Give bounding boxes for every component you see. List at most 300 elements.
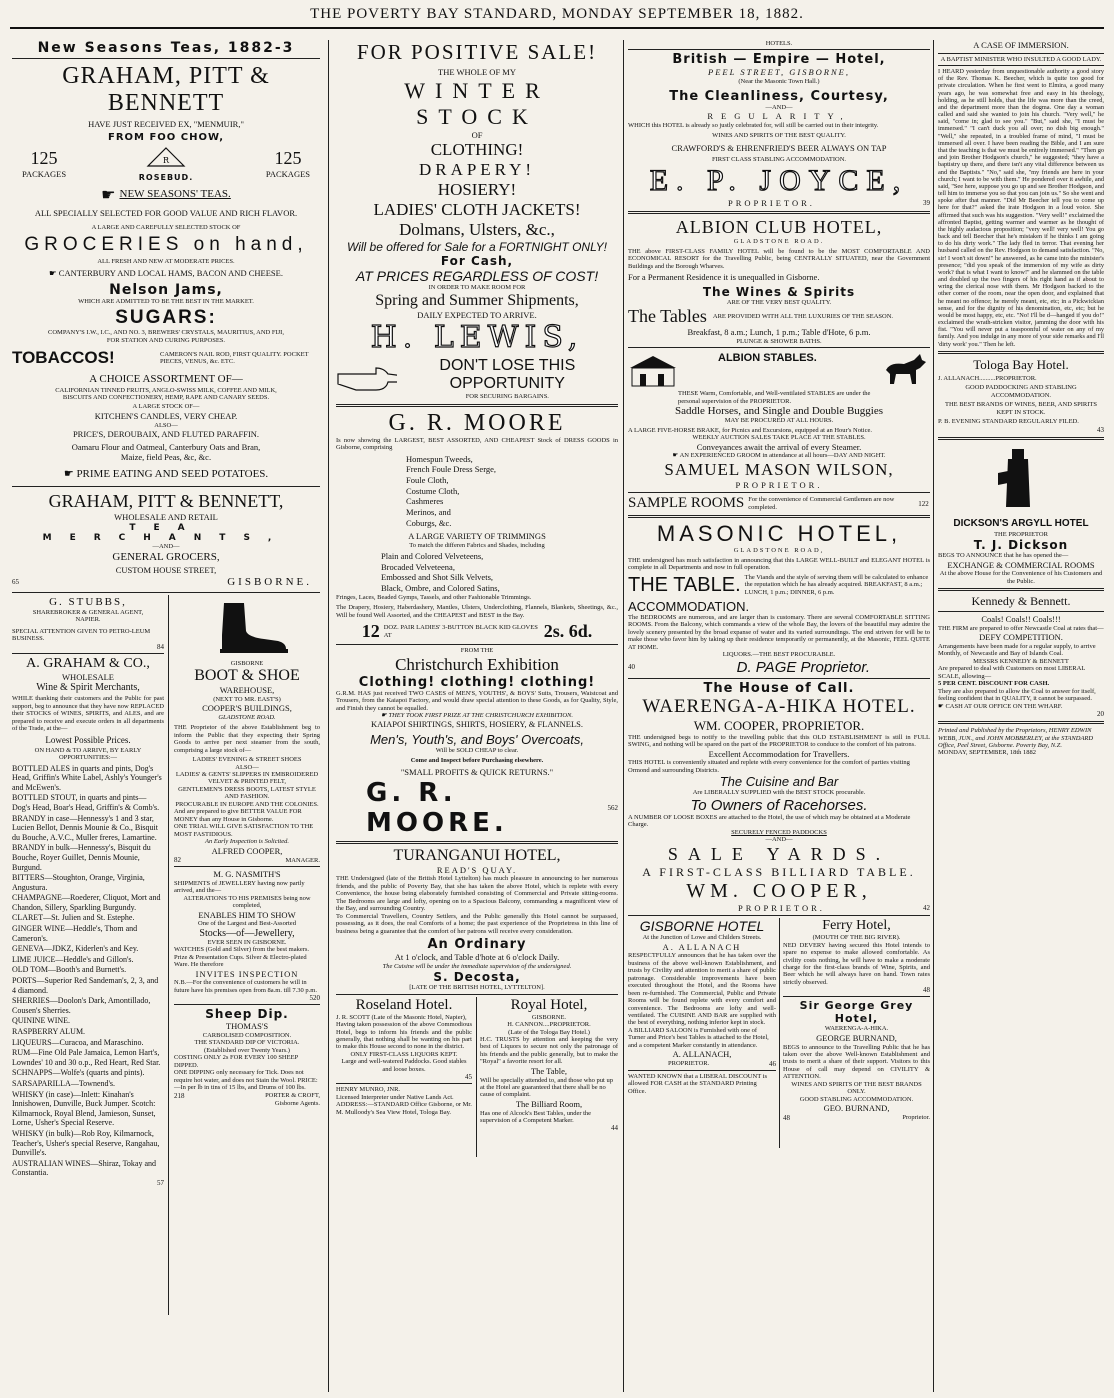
ladies-shoes: LADIES' EVENING & STREET SHOES xyxy=(192,756,302,764)
which-text: WHICH this HOTEL is already so justly celebrated for, will still be carried out in their integrity. xyxy=(628,121,879,129)
tobaccos-detail: CAMERON'S NAIL ROD, FIRST QUALITY. POCKET PIECES, VENUS, &c. ETC. xyxy=(160,350,309,366)
received-text: HAVE JUST RECEIVED EX, "MENMUIR," xyxy=(88,119,244,129)
agraham-wholesale: WHOLESALE xyxy=(62,671,114,682)
spring-text: Spring and Summer Shipments, xyxy=(375,291,579,309)
grey-body: BEGS to announce to the Travelling Public that he has taken over the above Well-known Establishment and trusts to merit a share of their support. Visitors to this House of call may depend on CIVILITY & ATTENTION. xyxy=(783,1043,930,1081)
procured-text: MAY BE PROCURED AT ALL HOURS. xyxy=(724,417,834,425)
match-text: To match the differen Fabrics and Shades, including xyxy=(409,541,545,549)
fabric-item: Cashmeres xyxy=(406,496,444,507)
column-1 xyxy=(12,40,320,1392)
situated-text: THIS HOTEL is conveniently situated and replete with every convenience for the comfort of parties visiting Ormond and surrounding Districts. xyxy=(628,759,910,774)
agraham-lowest: Lowest Possible Prices. xyxy=(45,734,131,745)
large-stock-text: A LARGE AND CAREFULLY SELECTED STOCK OF xyxy=(91,224,241,232)
quality-text: They are also prepared to allow the Coal to answer for itself, feeling confident that in QUALITY, it cannot be surpassed. xyxy=(938,687,1096,703)
crawford-text: CRAWFORD'S & EHRENFRIED'S BEER ALWAYS ON TAP xyxy=(671,142,887,153)
prices-text: PRICE'S, DEROUBAIX, AND FLUTED PARAFFIN. xyxy=(72,429,260,440)
discount-text: 5 PER CENT. DISCOUNT FOR CASH. xyxy=(938,680,1050,688)
stabling-text: FIRST CLASS STABLING ACCOMMODATION. xyxy=(711,156,847,164)
cuisine-text: The Cuisine will be under the immediate supervision of the undersigned. xyxy=(382,962,572,970)
trimmings-text: A LARGE VARIETY OF TRIMMINGS xyxy=(408,531,546,542)
royal-late: (Late of the Tologa Bay Hotel.) xyxy=(508,1028,590,1036)
tologa-filed: P. B. EVENING STANDARD REGULARLY FILED. xyxy=(938,418,1079,426)
nasmith-stocks: Stocks—of—Jewellery, xyxy=(199,927,295,939)
fabric-item: Coburgs, &c. xyxy=(406,517,452,528)
packages-label: PACKAGES xyxy=(265,168,310,179)
gisborne-hotel: GISBORNE HOTEL xyxy=(639,918,765,935)
tea-merchants-text: TEA MERCHANTS, xyxy=(42,522,290,543)
packages-count: 125 xyxy=(30,147,58,168)
the-proprietor: THE PROPRIETOR xyxy=(994,530,1048,538)
column-4 xyxy=(938,40,1104,1392)
prepared-text: And are prepared to give BETTER VALUE FOR MONEY than any House in Gisborne. xyxy=(174,808,302,823)
groom-label: AN EXPERIENCED GROOM in attendance at all hours—DAY AND NIGHT. xyxy=(679,452,886,460)
wilson-proprietor: PROPRIETOR. xyxy=(735,479,823,490)
nasmith-nb: N.B.—For the convenience of customers he will in future have his premises open from 8a.m. till 7.30 p.m. xyxy=(174,979,317,994)
cooper-name: ALFRED COOPER, xyxy=(211,845,283,856)
nasmith-body: SHIPMENTS of JEWELLERY having now partly arrived, and the— xyxy=(174,879,305,895)
decosta-name: S. Decosta, xyxy=(433,970,521,985)
kennedy-bennett: Kennedy & Bennett. xyxy=(971,594,1071,609)
ad-number: 39 xyxy=(923,199,930,207)
stubbs-place: NAPIER. xyxy=(75,616,101,624)
warehouse-text: WAREHOUSE, xyxy=(219,684,275,695)
conveyances-text: Conveyances await the arrival of every Steamer. xyxy=(696,441,862,452)
roseland-body: Having taken possession of the above Commodious Hotel, begs to inform his friends and the public generally, that nothing shall be wanting on his part to make this House second to none in the district. xyxy=(336,1021,472,1051)
early-text: An Early Inspection is Solicited. xyxy=(205,838,289,846)
gents-text: GENTLEMEN'S DRESS BOOTS, LATEST STYLE AND FASHION. xyxy=(178,785,316,801)
albion-road: GLADSTONE ROAD. xyxy=(733,238,825,246)
velvet-item: Brocaded Velveteena, xyxy=(381,561,455,572)
teas-heading: New Seasons Teas, 1882-3 xyxy=(37,40,295,56)
moore-name: G. R. MOORE xyxy=(388,409,566,436)
column-rule xyxy=(328,40,329,1392)
firm-prepared: THE FIRM are prepared to offer Newcastle Coal at rates that— xyxy=(938,624,1104,632)
fabric-item: Costume Cloth, xyxy=(406,485,460,496)
grey-stabling: GOOD STABLING ACCOMMODATION. xyxy=(799,1095,914,1103)
list-item: LIME JUICE—Heddle's and Gillon's. xyxy=(12,954,134,964)
roseland-paddocks: Large and well-watered Paddocks. Good stables and loose boxes. xyxy=(341,1058,467,1073)
procurable-text: PROCURABLE IN EUROPE AND THE COLONIES. xyxy=(175,800,319,808)
rosebud-trademark-icon xyxy=(146,146,186,168)
moore-body: Is now showing the LARGEST, BEST ASSORTED, AND CHEAPEST Stock of DRESS GOODS in Gisborne, comprising xyxy=(336,436,618,452)
roseland-name: Roseland Hotel. xyxy=(355,996,453,1013)
baptist-subheading: A BAPTIST MINISTER WHO INSULTED A GOOD LADY. xyxy=(940,55,1102,63)
column-3 xyxy=(628,40,930,1392)
ad-number: 48 xyxy=(923,986,930,995)
winter-stock: WINTER STOCK xyxy=(404,77,550,129)
horse-icon xyxy=(880,350,930,390)
prize-text xyxy=(336,712,618,719)
agraham-arrive: ON HAND & TO ARRIVE, BY EARLY OPPORTUNITIES:— xyxy=(34,746,142,762)
munro-name: HENRY MUNRO, JNR. xyxy=(336,1086,401,1094)
burnand-name-2: GEO. BURNAND, xyxy=(823,1103,890,1114)
royal-billiard: The Billiard Room, xyxy=(515,1098,583,1109)
masonic-name: MASONIC HOTEL, xyxy=(656,521,902,547)
nasmith-name: M. G. NASMITH'S xyxy=(213,869,281,880)
firm-name: GRAHAM, PITT & BENNETT xyxy=(62,63,270,116)
large-stock-of: A LARGE STOCK OF— xyxy=(132,403,200,411)
column-rule xyxy=(623,40,624,1392)
masonic-road: GLADSTONE ROAD, xyxy=(733,547,825,555)
regularity-text: REGULARITY, xyxy=(707,111,851,122)
fabric-item: Homespun Tweeds, xyxy=(406,453,473,464)
cooper-name-2: WM. COOPER, xyxy=(686,879,872,902)
sheep-agents: PORTER & CROFT, xyxy=(265,1091,320,1099)
boot-icon xyxy=(174,595,320,655)
velvet-item: Embossed and Shot Silk Velvets, xyxy=(381,572,493,583)
pointing-hand-icon: ☛ xyxy=(938,702,946,710)
clothing-triple: Clothing! clothing! clothing! xyxy=(358,674,596,690)
custom-text: CUSTOM HOUSE STREET, xyxy=(115,564,217,575)
gloves-text: DOZ. PAIR LADIES' 3-BUTTON BLACK KID GLOVES AT xyxy=(383,624,538,639)
choice-heading: A CHOICE ASSORTMENT OF— xyxy=(89,373,243,386)
sheep-dip-heading: Sheep Dip. xyxy=(205,1007,289,1022)
grey-hotel: Sir George Grey Hotel, xyxy=(799,999,914,1026)
british-empire: British — Empire — Hotel, xyxy=(672,52,886,68)
dickson-hotel: DICKSON'S ARGYLL HOTEL xyxy=(953,517,1089,529)
tj-dickson: T. J. Dickson xyxy=(973,538,1069,553)
agraham-name: A. GRAHAM & CO., xyxy=(26,655,150,671)
printed-text: Printed and Published by the Proprietors, HENRY EDWIN WEBB, JUN., and JOHN MOBBERLEY, at the STANDARD Office, Peel Street, Gisborne. Poverty Bay, N.Z. xyxy=(938,727,1094,749)
loose-boxes-text: A NUMBER OF LOOSE BOXES are attached to the Hotel, the use of which may be obtained at a Moderate Charge. xyxy=(628,813,911,829)
cleanliness-text: The Cleanliness, Courtesy, xyxy=(669,88,889,104)
ferry-hotel: Ferry Hotel, xyxy=(822,918,891,934)
allanach-proprietor: PROPRIETOR. xyxy=(668,1060,710,1068)
waerenga-name: WAERENGA-A-HIKA HOTEL. xyxy=(642,695,916,717)
allanach-name-2: A. ALLANACH, xyxy=(672,1049,732,1060)
list-item: BRANDY in case—Hennessy's 1 and 3 star, Lucien Bellot, Dennis Mounie & Co., Bisquit du Bouche, A.V.C., Muller freres, Lamartine. xyxy=(12,813,158,842)
ad-number: 65 xyxy=(12,578,19,587)
buildings-text: COOPER'S BUILDINGS, xyxy=(202,703,292,714)
sale-yards: SALE YARDS. xyxy=(667,843,891,864)
ad-number: 520 xyxy=(309,994,320,1003)
packages-count: 125 xyxy=(274,147,302,168)
list-item: CLARET—St. Julien and St. Estephe. xyxy=(12,913,135,923)
turanganui-quay: READ'S QUAY. xyxy=(436,864,518,875)
royal-cannon: H. CANNON....PROPRIETOR. xyxy=(507,1021,591,1029)
slippers-text: LADIES' & GENTS' SLIPPERS IN EMBROIDERED VELVET & PRINTED FELT, xyxy=(175,770,319,786)
sheep-established: (Established over Twenty Years.) xyxy=(204,1046,290,1054)
column-rule xyxy=(476,997,477,1157)
munro-address: ADDRESS:—STANDARD Office Gisborne, or Mr. M. Mulloody's Sea View Hotel, Tologa Bay. xyxy=(336,1101,472,1116)
tologa-brands: THE BEST BRANDS OF WINES, BEER, AND SPIRITS KEPT IN STOCK. xyxy=(945,401,1097,416)
list-item: BITTERS—Stoughton, Orange, Virginia, Angustura. xyxy=(12,873,145,892)
boot-shoe-heading: BOOT & SHOE xyxy=(194,666,300,684)
ad-number: 122 xyxy=(918,499,929,508)
date-text: MONDAY, SEPTEMBER, 18th 1882 xyxy=(938,749,1037,757)
jackets-text: LADIES' CLOTH JACKETS! xyxy=(373,200,581,220)
royal-gisborne: GISBORNE. xyxy=(531,1013,567,1021)
fringes-text: Fringes, Laces, Beaded Gymps, Tassels, and other Fashionable Trimmings. xyxy=(336,593,532,601)
list-item: BRANDY in bulk—Hennessy's, Bisquit du Bouche, Royer Guillet, Dennis Mounie, Burgund. xyxy=(12,843,151,872)
from-the: FROM THE xyxy=(460,647,494,655)
velvet-item: Black, Ombre, and Colored Satins, xyxy=(381,583,500,594)
list-item: WHISKY (in case)—Inlett: Kinahan's Innishowen, Dunville, Buck Jumper. Scotch: Kilmarnock, Royal Blend, Jamieson, Sunset, Lorne, Usher's Special Reserve. xyxy=(12,1089,156,1128)
packages-label: PACKAGES xyxy=(22,168,67,179)
cooper-proprietor: WM. COOPER, PROPRIETOR. xyxy=(693,717,865,733)
nelson-jams: Nelson Jams, xyxy=(109,281,223,298)
potatoes-text xyxy=(12,467,320,481)
tables-detail: ARE PROVIDED WITH ALL THE LUXURIES OF THE SEASON. xyxy=(712,313,894,321)
brake-text: A LARGE FIVE-HORSE BRAKE, for Picnics and Excursions, equipped at an Hour's Notice. xyxy=(628,426,872,434)
drapery-body: The Drapery, Hosiery, Haberdashery, Mantles, Ulsters, Underclothing, Flannels, Blankets, Sheetings, &c., Will be found Well Assorted, and the CHEAPEST and BEST in the Bay. xyxy=(336,604,618,619)
trial-text: ONE TRIAL WILL GIVE SATISFACTION TO THE MOST FASTIDIOUS. xyxy=(174,823,314,838)
overcoats-text: Men's, Youth's, and Boys' Overcoats, xyxy=(370,732,584,748)
wines-text: WINES AND SPIRITS OF THE BEST QUALITY. xyxy=(712,132,846,140)
list-item: GINGER WINE—Heddle's, Thom and Cameron's. xyxy=(12,924,138,943)
turanganui-body: THE Undersigned (late of the British Hotel Lyttelton) has much pleasure in announcing to her numerous friends, and the public of Poverty Bay, that she has taken the above Hotel, which is replete with every Convenience, the house being elaborately furnished consisting of Commercial and Private sitting-rooms. The Bedrooms are large and lofty, opening on to a Spacious Balcony, commanding a magnificent view of the Bay, and surrounding Country. xyxy=(336,875,618,913)
masonic-body: THE undersigned has much satisfaction in announcing that this LARGE WELL-BUILT and ELEGANT HOTEL is complete in all Departments and now in full operation. xyxy=(628,556,930,572)
agraham-trade: Wine & Spirit Merchants, xyxy=(36,682,140,694)
best-brands: ARE OF THE VERY BEST QUALITY. xyxy=(726,298,832,306)
respectfully-text: RESPECTFULLY announces that he has taken over the business of the above well-known Establishment, and trusts by Civility and attention to merit a share of public patronage. Considerable improvements have been executed throughout the Hotel, and the Rooms have been re-furnished. The Commercial, Public and Private Rooms will be found replete with every comfort and convenience. The Bedrooms are lofty and well-ventilated. The CUISINE AND BAR are supplied with the best of everything, nothing inferior kept in stock. xyxy=(628,952,776,1027)
grey-wines: WINES AND SPIRITS OF THE BEST BRANDS ONLY. xyxy=(791,1080,922,1096)
dont-lose: DON'T LOSE THIS OPPORTUNITY xyxy=(439,357,576,393)
oamaru-text: Oamaru Flour and Oatmeal, Canterbury Oats and Bran, Maize, field Peas, &c, &c. xyxy=(71,441,261,463)
wholesale-text: WHOLESALE AND RETAIL xyxy=(114,512,218,523)
sugars-detail: COMPANY'S I.W., I.C., AND NO. 3, BREWERS' CRYSTALS, MAURITIUS, AND FIJI, FOR STATION AND CURING PURPOSES. xyxy=(48,329,284,344)
list-item: GENEVA—JDKZ, Kiderlen's and Key. xyxy=(12,944,139,954)
regardless-text: AT PRICES REGARDLESS OF COST! xyxy=(355,268,599,285)
ad-number: 48 xyxy=(783,1113,790,1122)
wilson-name: SAMUEL MASON WILSON, xyxy=(664,459,894,479)
for-sale-heading: FOR POSITIVE SALE! xyxy=(356,40,598,64)
ad-number: 40 xyxy=(628,663,635,672)
nasmith-ever: EVER SEEN IN GISBORNE. xyxy=(207,938,287,946)
royal-body: H.C. TRUSTS by attention and keeping the very best of Liquors to secure not only the patronage of his friends and the public generally, but to make the "Royal" a favorite resort for all. xyxy=(480,1036,618,1066)
sold-text: Will be SOLD CHEAP to clear. xyxy=(435,747,519,755)
column-rule xyxy=(933,40,934,1392)
grm-body: G.R.M. HAS just received TWO CASES of MEN'S, YOUTHS', & BOYS' Suits, Trousers, Waistcoat and Trousers, from the Kaiapoi Factory, and would draw special attention to these Goods, as for Quality, Style, and Finish they cannot be equalled. xyxy=(336,689,618,712)
ordinary-times: At 1 o'clock, and Table d'hote at 6 o'clock Daily. xyxy=(394,952,560,963)
grey-place: WAERENGA-A-HIKA. xyxy=(824,1025,889,1033)
agraham-body: WHILE thanking their customers and the Public for past support, beg to announce that they have now REPLACED their STOCKS of WINES, SPIRITS, and ALES, and are prepared to receive and execute orders in all departments of the Trade, at the— xyxy=(12,695,164,733)
turanganui-name: TURANGANUI HOTEL, xyxy=(393,846,561,864)
roseland-scott: J. R. SCOTT (Late of the Masonic Hotel, Napier), xyxy=(336,1013,467,1021)
fabric-item: Foule Cloth, xyxy=(406,475,449,485)
gloves-price: 2s. 6d. xyxy=(543,621,593,642)
cash-office-label: CASH AT OUR OFFICE ON THE WHARF. xyxy=(945,702,1063,710)
list-item: PORTS—Superior Red Sandeman's, 2, 3, and 4 diamond. xyxy=(12,976,159,995)
supplied-text: Are LIBERALLY SUPPLIED with the BEST STOCK procurable. xyxy=(692,789,866,797)
sheep-costing: COSTING ONLY 2s FOR EVERY 100 SHEEP DIPPED. xyxy=(174,1054,298,1069)
allanach-name: A. ALLANACH xyxy=(662,941,742,952)
auction-text: WEEKLY AUCTION SALES TAKE PLACE AT THE STABLES. xyxy=(692,434,866,442)
pointing-hand-icon: ☛ xyxy=(672,452,680,460)
fenced-text: SECURELY FENCED PADDOCKS xyxy=(731,828,827,836)
tologa-hotel: Tologa Bay Hotel. xyxy=(973,356,1069,372)
sheep-standard: THE STANDARD DIP OF VICTORIA. xyxy=(194,1039,300,1047)
owners-text: To Owners of Racehorses. xyxy=(690,796,868,814)
ad-number: 82 xyxy=(174,856,181,865)
selected-text: ALL SPECIALLY SELECTED FOR GOOD VALUE AND RICH FLAVOR. xyxy=(34,207,298,218)
ad-number: 44 xyxy=(611,1124,618,1133)
wines-spirits: The Wines & Spirits xyxy=(702,284,856,299)
and-text: —AND— xyxy=(765,836,793,844)
dolmans-text: Dolmans, Ulsters, &c., xyxy=(399,220,555,240)
munro-interpreter: Licensed Interpreter under Native Lands Act. xyxy=(336,1093,454,1101)
list-item: SHERRIES—Doolon's Dark, Amontillado, Cousen's Sherries. xyxy=(12,996,151,1015)
accommodation-heading: ACCOMMODATION. xyxy=(628,598,750,614)
stables-building-icon xyxy=(628,350,678,390)
stubbs-role: SHAREBROKER & GENERAL AGENT, xyxy=(32,608,144,616)
ad-number: 84 xyxy=(157,642,164,651)
tologa-paddocking: GOOD PADDOCKING AND STABLING ACCOMMODATION. xyxy=(965,384,1077,399)
velvet-item: Plain and Colored Velveteens, xyxy=(381,551,484,562)
kb-text: MESSRS KENNEDY & BENNETT xyxy=(973,657,1069,665)
ad-number: 57 xyxy=(157,1178,164,1187)
canterbury-label: CANTERBURY AND LOCAL HAMS, BACON AND CHEESE. xyxy=(58,268,283,279)
svg-text:R: R xyxy=(162,155,170,165)
billiard-table: A FIRST-CLASS BILLIARD TABLE. xyxy=(642,864,916,879)
ad-number: 46 xyxy=(769,1059,776,1068)
immersion-heading: A CASE OF IMMERSION. xyxy=(973,40,1069,50)
ad-number: 562 xyxy=(607,803,618,812)
ad-number: 218 xyxy=(174,1091,185,1100)
sugars-heading: SUGARS: xyxy=(115,307,217,329)
nasmith-enables: ENABLES HIM TO SHOW xyxy=(198,909,296,920)
cooper-proprietor-2: PROPRIETOR. xyxy=(738,902,825,913)
turanganui-body-2: To Commercial Travellers, Country Settlers, and the Public generally this Hotel cannot be surpassed, possessing, as it does, the real Comforts of a home; the past experience of the Proprietress in this line of business being a guarantee that the comfort of her patrons will receive every consideration. xyxy=(336,912,618,935)
securing-text: FOR SECURING BARGAINS. xyxy=(465,393,549,401)
list-item: QUININE WINE. xyxy=(12,1016,71,1026)
prize-label: THEY TOOK FIRST PRIZE AT THE CHRISTCHURCH EXHIBITION. xyxy=(388,712,573,719)
pointing-hand-icon xyxy=(336,364,397,394)
wanted-text: WANTED KNOWN that a LIBERAL DISCOUNT is allowed FOR CASH at the STANDARD Printing Office. xyxy=(628,1072,768,1095)
royal-name: Royal Hotel, xyxy=(510,996,588,1013)
agraham-items xyxy=(12,764,164,1178)
list-item: CHAMPAGNE—Roederer, Cliquot, Mort and Chandon, Sillery, Sparkling Burgundy. xyxy=(12,893,161,912)
royal-table: The Table, xyxy=(530,1065,568,1076)
joyce-name: E. P. JOYCE, xyxy=(649,163,909,197)
page-proprietor: D. PAGE Proprietor. xyxy=(736,658,870,676)
hand-bottle-icon xyxy=(938,443,1104,513)
permanent-text: For a Permanent Residence it is unequalled in Gisborne. xyxy=(628,272,820,283)
mouth-text: (MOUTH OF THE BIG RIVER). xyxy=(812,934,901,942)
hosiery-text: HOSIERY! xyxy=(437,180,517,200)
junction-text: At the Junction of Lowe and Childers Streets. xyxy=(642,934,762,942)
moore-name-2: G. R. MOORE. xyxy=(366,777,508,838)
list-item: RUM—Fine Old Pale Jamaica, Lemon Hart's, Lowndes' 10 and 30 o.p., Red Heart, Red Star. xyxy=(12,1048,161,1067)
drapery-text: DRAPERY! xyxy=(418,160,536,180)
tables-heading: The Tables xyxy=(628,306,707,327)
royal-table-body: Will be specially attended to, and those who put up at the Hotel are guaranteed that there shall be no cause of complaint. xyxy=(480,1076,613,1099)
sheep-body: ONE DIPPING only necessary for Tick. Does not require hot water, and does not Stain the Wool. PRICE:—In per lb in tins of 15 lbs, and Drums of 100 lbs. xyxy=(174,1069,318,1092)
gisborne-text: GISBORNE. xyxy=(227,576,312,589)
coals-text: Coals! Coals!! Coals!!! xyxy=(981,614,1061,625)
room-text: IN ORDER TO MAKE ROOM FOR xyxy=(428,284,526,292)
waerenga-body: THE undersigned begs to notify to the travelling public that this OLD ESTABLISHMENT is still in FULL SWING, and nothing will be spared on the part of the PROPRIETOR to conduce to the comfort of his patrons. xyxy=(628,733,930,749)
list-item: AUSTRALIAN WINES—Shiraz, Tokay and Constantia. xyxy=(12,1158,157,1178)
convenience-text: At the above House for the Convenience of his Customers and the Public. xyxy=(939,570,1103,585)
defy-text: DEFY COMPETITION. xyxy=(979,632,1063,643)
of-text: OF xyxy=(471,129,483,140)
tobaccos-heading: TOBACCOS! xyxy=(12,348,115,368)
road-text: GLADSTONE ROAD. xyxy=(218,713,276,721)
burnand-proprietor: Proprietor. xyxy=(902,1114,930,1122)
arrangements-text: Arrangements have been made for a regular supply, to arrive Monthly, of Newcastle and Bay of Islands Coal. xyxy=(938,642,1096,658)
burnand-name: GEORGE BURNAND, xyxy=(816,1032,897,1043)
gloves-count: 12 xyxy=(361,621,380,642)
pointing-hand-icon: ☛ xyxy=(381,712,389,719)
exhibition-heading: Christchurch Exhibition xyxy=(395,654,559,674)
cash-office xyxy=(938,703,1104,710)
albion-stables: ALBION STABLES. xyxy=(718,352,817,365)
roseland-liquors: ONLY FIRST-CLASS LIQUORS KEPT. xyxy=(350,1050,458,1058)
small-profits: "SMALL PROFITS & QUICK RETURNS." xyxy=(400,767,554,778)
cuisine-bar: The Cuisine and Bar xyxy=(719,774,839,790)
stubbs-name: G. STUBBS, xyxy=(49,595,127,608)
nasmith-alterations: ALTERATIONS TO HIS PREMISES being now completed, xyxy=(183,894,311,910)
lewis-name: H. LEWIS, xyxy=(370,320,584,356)
ad-number: 45 xyxy=(465,1073,472,1082)
daily-text: DAILY EXPECTED TO ARRIVE. xyxy=(417,309,537,320)
tologa-allanach: J. ALLANACH..........PROPRIETOR. xyxy=(938,374,1037,382)
decosta-late: [LATE OF THE BRITISH HOTEL, LYTTELTON]. xyxy=(409,984,545,992)
list-item: SCHNAPPS—Wolfe's (quarts and pints). xyxy=(12,1068,145,1078)
manager-text: MANAGER. xyxy=(285,856,320,864)
albion-body: THE above FIRST-CLASS FAMILY HOTEL will be found to be the MOST COMFORTABLE AND ECONOMICAL RESORT for the Travelling Public, being CENTRALLY SITUATED, near the Government Buildings and the Borough Wharves. xyxy=(628,247,930,270)
saddle-text: Saddle Horses, and Single and Double Buggies xyxy=(674,405,884,418)
nasmith-watches: WATCHES (Gold and Silver) from the best makers. Prize & Presentation Cups. Silver & Electro-plated Ware. He therefore xyxy=(174,946,310,969)
ad-number: 42 xyxy=(923,903,930,912)
pointing-hand-icon: ☛ xyxy=(63,467,77,480)
from-text: FROM FOO CHOW, xyxy=(107,131,224,143)
pointing-hand-icon: ☛ xyxy=(101,186,116,204)
plunge-text: PLUNGE & SHOWER BATHS. xyxy=(736,337,822,345)
proprietor-text: PROPRIETOR. xyxy=(728,197,815,208)
cash-text: For Cash, xyxy=(440,254,514,269)
stubbs-special: SPECIAL ATTENTION GIVEN TO PETRO-LEUM BUSINESS. xyxy=(12,627,151,643)
peel-street: PEEL STREET, GISBORNE, xyxy=(708,67,850,78)
house-of-call: The House of Call. xyxy=(703,680,855,696)
the-table: THE TABLE. xyxy=(628,573,741,596)
list-item: BOTTLED ALES in quarts and pints, Dog's Head, Griffin's White Label, Ashly's Younger's and McEwen's. xyxy=(12,763,162,792)
canterbury-text xyxy=(12,268,320,279)
devery-text: NED DEVERY having secured this Hotel intends to spare no expense to make allowed comfortable. As civility costs nothing, he will have to make a moderate charge for the first-class brands of Wine, Spirits, and Beer which he will always have on hand. Town rates strictly observed. xyxy=(783,941,930,986)
sheep-carbolised: CARBOLISED COMPOSITION. xyxy=(202,1031,292,1039)
liquors-text: LIQUORS.—THE BEST PROCURABLE. xyxy=(722,651,836,659)
sample-detail: For the convenience of Commercial Gentlemen are now completed. xyxy=(748,496,895,511)
fabric-item: French Foule Dress Serge, xyxy=(406,464,497,475)
candles-text: KITCHEN'S CANDLES, VERY CHEAP. xyxy=(94,410,238,421)
immersion-story: I HEARD yesterday from unquestionable authority a good story of the Rev. Thomas K. Beecher, which is quite too good for private circulation. When he first went to Elmira, a good many years ago, he was somewhat free and easy in his theology, holding, as he still holds, that the life was more than the creed, and the department more than the dogma. One day a woman called and said she wanted to join his church. "Very well," he said, "come in; glad to see you." "But," said she, "I must be immersed." "I can't duck you all over; no dish big enough." "Well," she repeated, in a troubled frame of mind, "I must be immersed all over. I have been reading the Bible, and I am sure that the teaching is that we must be entirely immersed." "Then go and join Brother Hodgson's church," he suggested; "they have a baptistry up there, and there isn't any vital difference between us and the Baptists." "No," said she, "my friends are here in your church; I want to be with them." He pondered over it awhile, and said, "See here, suppose you go up and see Brother Hodgson, and tell him to immerse you so that you can join us." So she went and spoke after that manner. "Did Mr Beecher tell you to come up here for that?" asked the irate Hodgson in a loud voice. She affirmed that such was his suggestion. "Very well!" exclaimed the affronted Baptist, getting warmer and warmer as he thought of the highly audacious proposition; "very well! very well! You go back and tell Beecher that he's mistaken if he thinks I am going to do his dirty work." The lady fled in terror. That evening her husband called on the Rev. Hodgson to demand satisfaction. "No, sir! I won't sit down!" he answered, as he came into the minister's presence; "did you speak of the immersion of my wife as dirty work? that is what I want to know!" and he slammed on the table and doubled up the two fingers of his right hand as if about to wring the clerical nose with them. Mr Hodgson backed to the other corner of the room, near the open door, and explained that he meant no offence; he merely meant, etc, etc; in a Pickwickian sense, and for the dignity of his denomination, etc, etc; but he would be most happy, etc, etc. "No! I'll be d—hanged if you do!" exclaimed the wrath-stricken visitor, jamming the door with his fist. "You will never put a teaspoonful of water on any of my family. And you indulge in any more of your side remarks and I'll 'dirty work' you." Then he left. xyxy=(938,68,1104,348)
table-detail: The Viands and the style of serving them will be calculated to enhance the reputation which he has already acquired. BREAKFAST, 8 a.m.; LUNCH, 1 p.m.; DINNER, 6 p.m. xyxy=(744,573,929,596)
pointing-hand-icon: ☛ xyxy=(49,268,59,279)
fresh-text: ALL FRESH AND NEW AT MODERATE PRICES. xyxy=(97,257,235,265)
new-teas-text: NEW SEASONS' TEAS. xyxy=(119,188,231,201)
column-2 xyxy=(336,40,618,1392)
shoe-body: THE Proprietor of the above Establishment beg to inform the Public that they expecting their Spring Goods to arrive per next steamer from the south, comprising a large stock of— xyxy=(174,724,320,754)
ordinary-heading: An Ordinary xyxy=(427,937,527,953)
hotels-heading: HOTELS. xyxy=(765,40,793,47)
albion-name: ALBION CLUB HOTEL, xyxy=(675,217,883,238)
near-text: (Near the Masonic Town Hall.) xyxy=(738,78,820,86)
and-text: —AND— xyxy=(152,542,180,550)
potatoes-label: PRIME EATING AND SEED POTATOES. xyxy=(76,467,269,480)
fortnight-text: Will be offered for Sale for a FORTNIGHT ONLY! xyxy=(347,240,607,255)
list-item: RASPBERRY ALUM. xyxy=(12,1027,86,1037)
ad-number: 20 xyxy=(1097,710,1104,719)
sheep-thomas: THOMAS'S xyxy=(225,1021,269,1032)
ad-number: 43 xyxy=(1097,425,1104,434)
grocers-text: GENERAL GROCERS, xyxy=(112,551,220,564)
exchange-rooms: EXCHANGE & COMMERCIAL ROOMS xyxy=(947,559,1095,570)
list-item: BOTTLED STOUT, in quarts and pints—Dog's Head, Boar's Head, Griffin's & Comb's. xyxy=(12,793,160,812)
excellent-text: Excellent Accommodation for Travellers. xyxy=(708,748,850,759)
list-item: SARSAPARILLA—Townend's. xyxy=(12,1078,116,1088)
and-text: —AND— xyxy=(765,103,793,111)
